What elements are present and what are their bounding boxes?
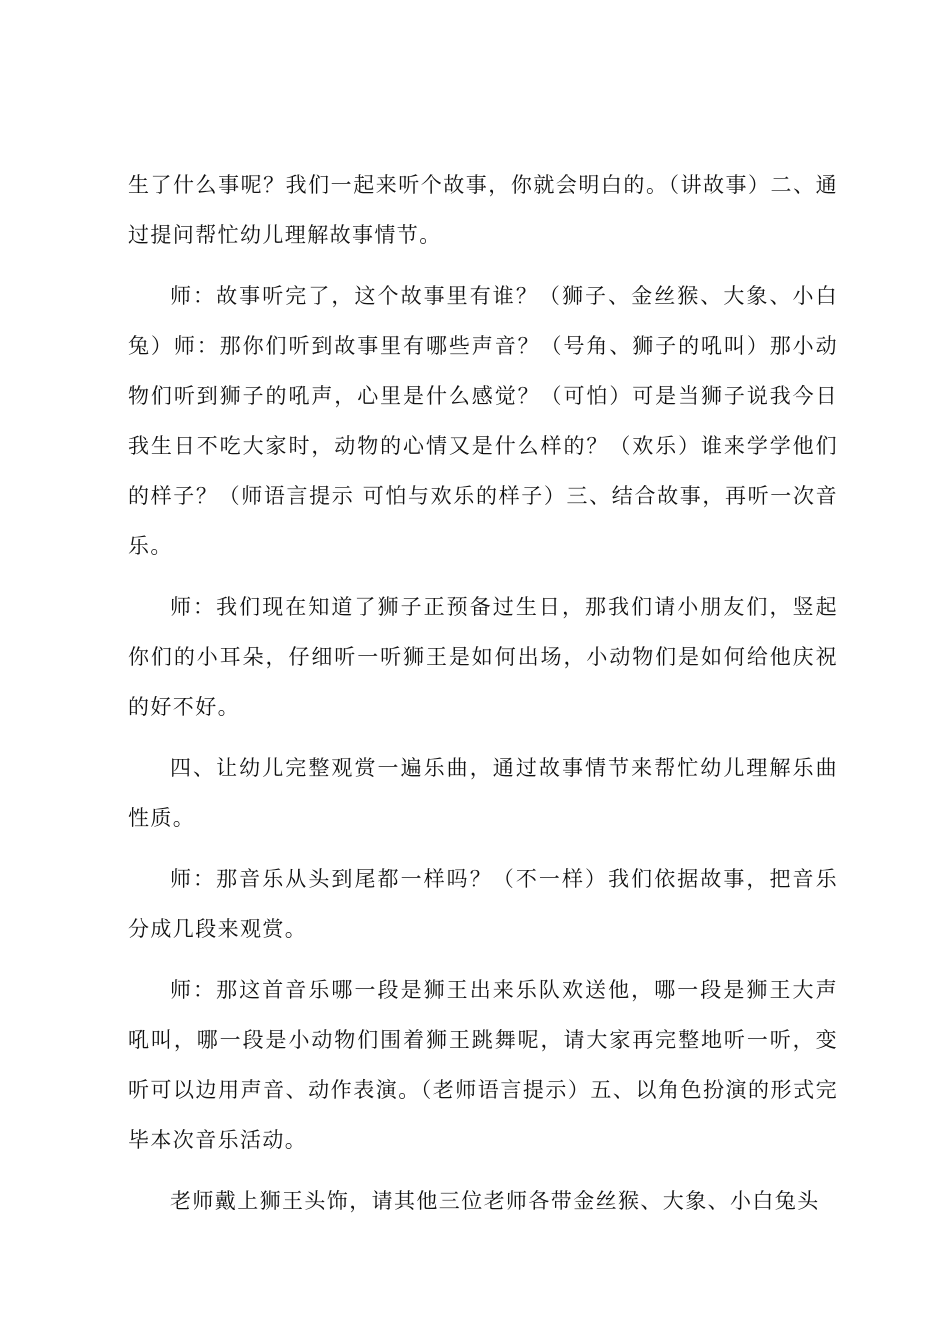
- paragraph-6: 师：那这首音乐哪一段是狮王出来乐队欢送他，哪一段是狮王大声吼叫，哪一段是小动物们围着狮王跳舞呢，请大家再完整地听一听，变听可以边用声音、动作表演。（老师语言提示）五、以角色扮演的形式完毕本次音乐活动。: [128, 978, 838, 1152]
- paragraph-3: 师：我们现在知道了狮子正预备过生日，那我们请小朋友们，竖起你们的小耳朵，仔细听一听狮王是如何出场，小动物们是如何给他庆祝的好不好。: [128, 595, 838, 719]
- paragraph-7: 老师戴上狮王头饰，请其他三位老师各带金丝猴、大象、小白兔头: [170, 1189, 820, 1213]
- paragraph-4: 四、让幼儿完整观赏一遍乐曲，通过故事情节来帮忙幼儿理解乐曲性质。: [128, 756, 838, 830]
- paragraph-5: 师：那音乐从头到尾都一样吗？（不一样）我们依据故事，把音乐分成几段来观赏。: [128, 867, 838, 941]
- document-body: [128, 160, 838, 1237]
- paragraph-2: 师：故事听完了，这个故事里有谁？（狮子、金丝猴、大象、小白兔）师：那你们听到故事里有哪些声音？（号角、狮子的吼叫）那小动物们听到狮子的吼声，心里是什么感觉？（可怕）可是当狮子说我今日我生日不吃大家时，动物的心情又是什么样的？（欢乐）谁来学学他们的样子？（师语言提示 可怕与欢乐的样子）三、结合故事，再听一次音乐。: [128, 284, 838, 558]
- paragraph-1: 生了什么事呢？我们一起来听个故事，你就会明白的。（讲故事）二、通过提问帮忙幼儿理解故事情节。: [128, 173, 838, 247]
